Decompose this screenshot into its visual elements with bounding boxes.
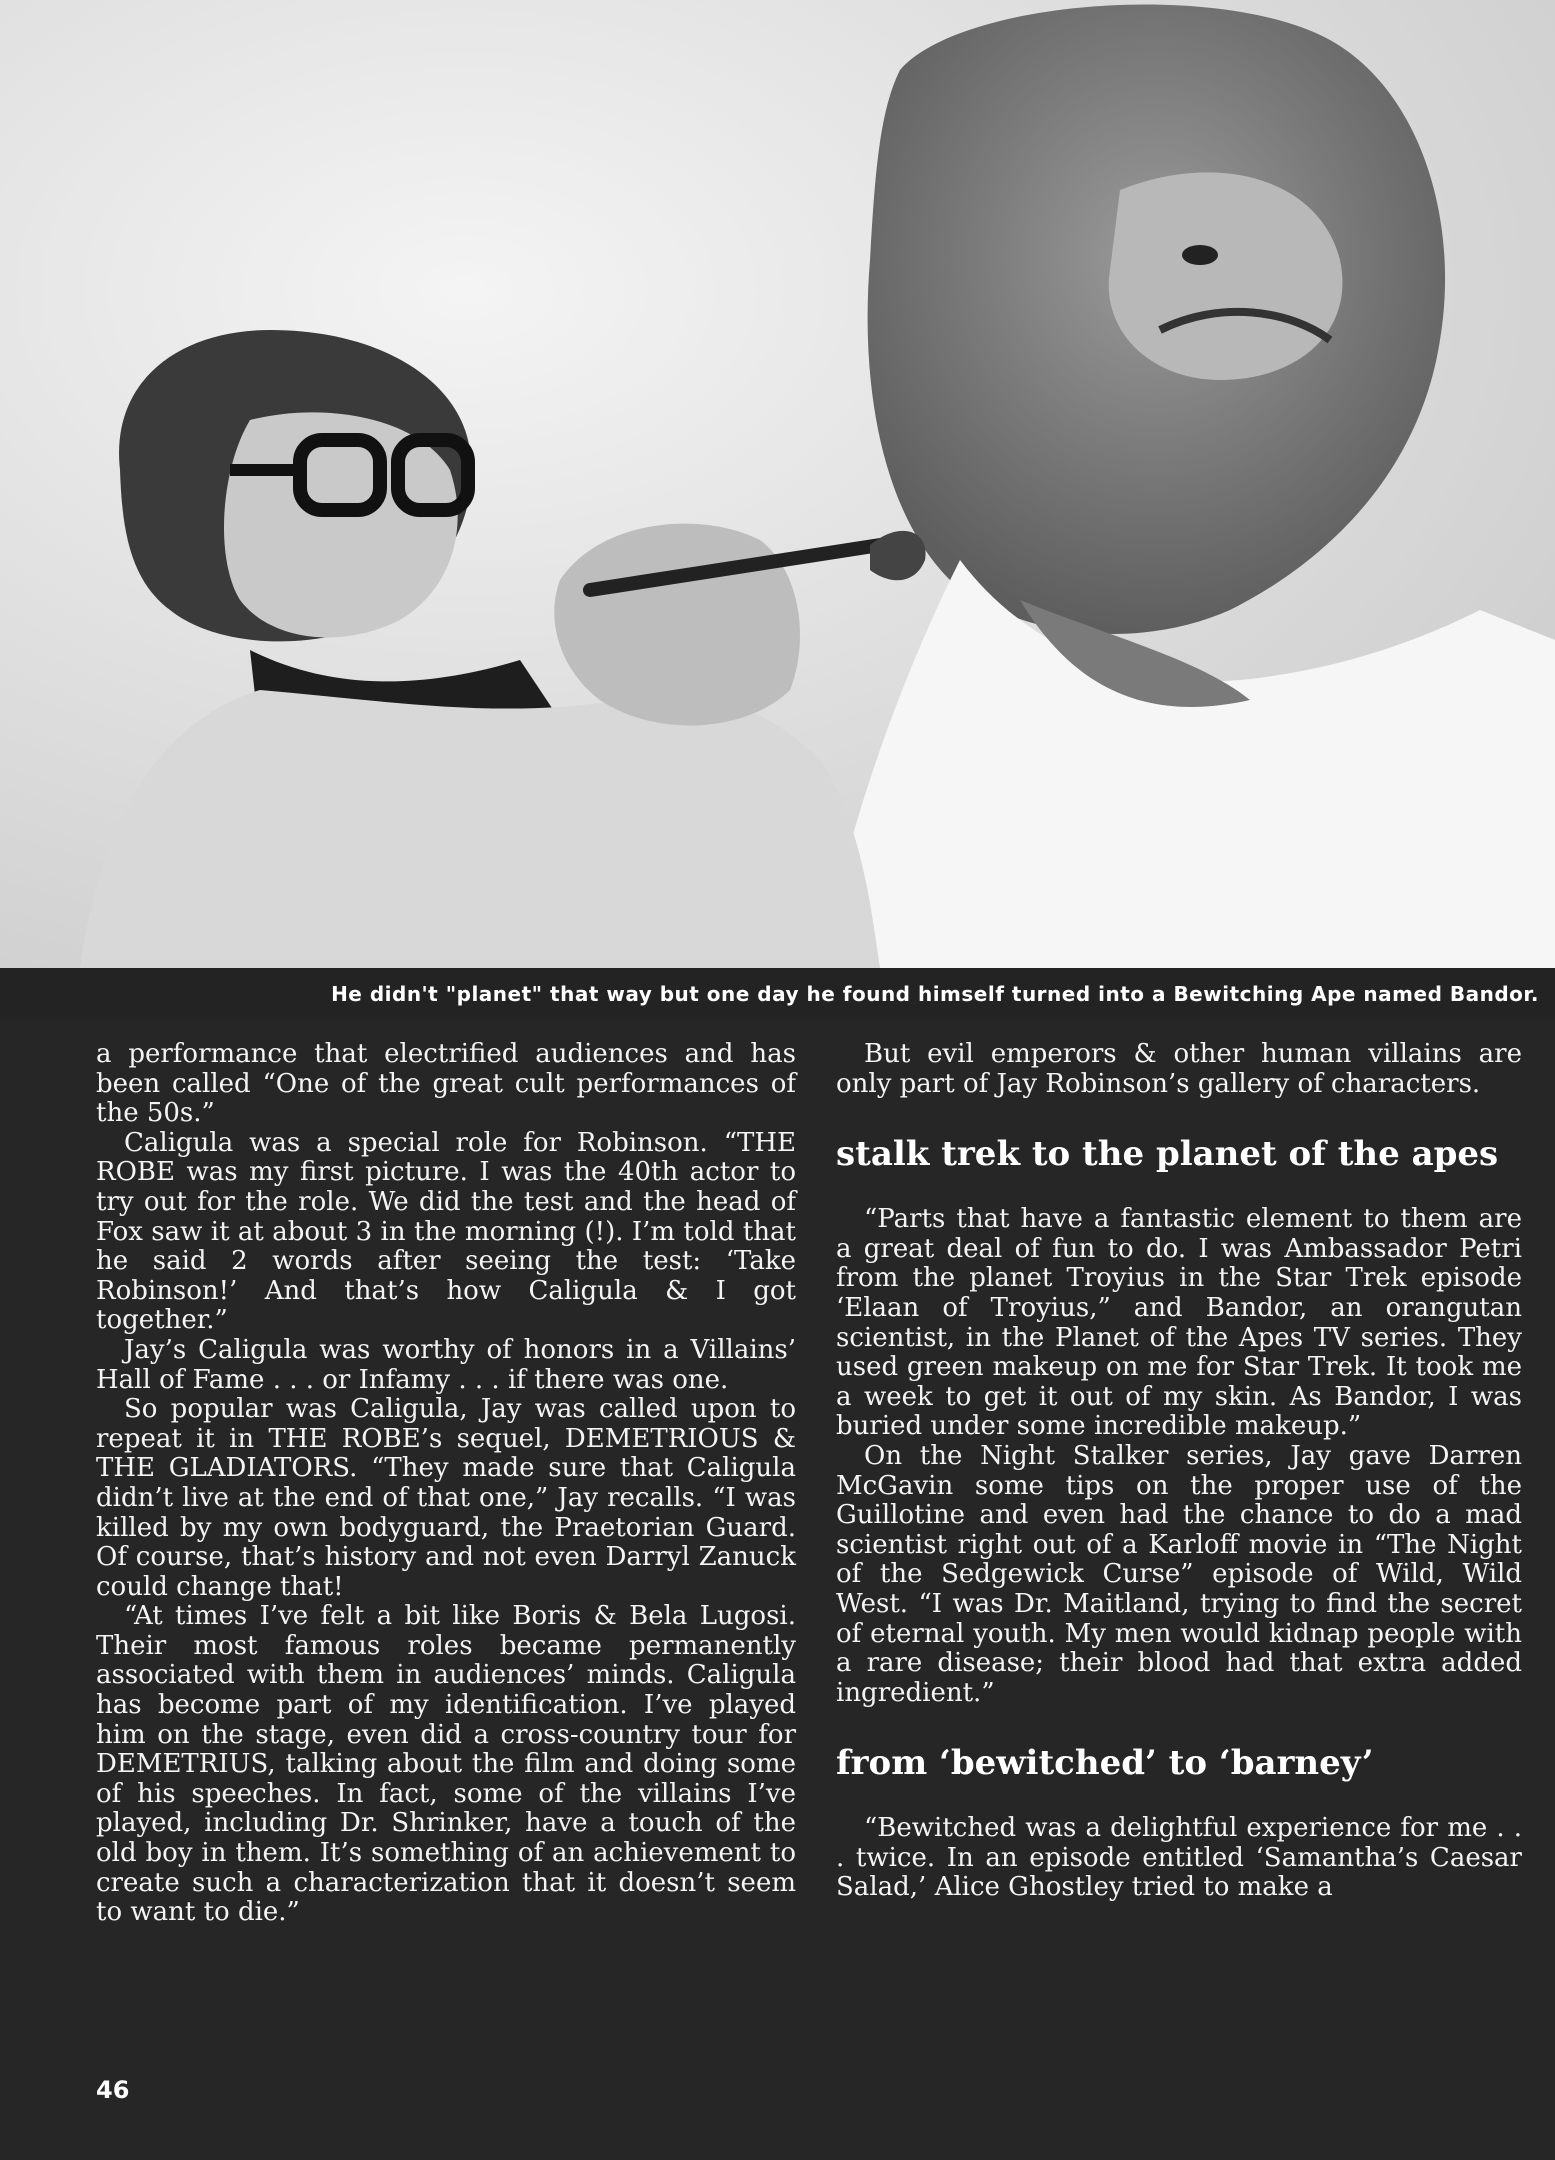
- paragraph: But evil emperors & other human villains are only part of Jay Robinson’s gallery of characters.: [836, 1039, 1522, 1099]
- photo: [0, 0, 1555, 968]
- paragraph: Jay’s Caligula was worthy of honors in a Villains’ Hall of Fame . . . or Infamy . . . if there was one.: [96, 1334, 796, 1395]
- left-column: [96, 1040, 796, 1928]
- photo-caption: He didn't "planet" that way but one day he found himself turned into a Bewitching Ape named Bandor.: [0, 968, 1555, 1020]
- paragraph: a performance that electrified audiences and has been called “One of the great cult performances of the 50s.”: [96, 1039, 796, 1129]
- paragraph: Caligula was a special role for Robinson. “THE ROBE was my first picture. I was the 40th actor to try out for the role. We did the test and the head of Fox saw it at about 3 in the morning (!). I’m told that he said 2 words after seeing the test: ‘Take Robinson!’ And that’s how Caligula & I got together.”: [96, 1127, 796, 1336]
- paragraph: “Parts that have a fantastic element to them are a great deal of fun to do. I was Ambassador Petri from the planet Troyius in the Star Trek episode ‘Elaan of Troyius,” and Bandor, an orangutan scientist, in the Planet of the Apes TV series. They used green makeup on me for Star Trek. It took me a week to get it out of my skin. As Bandor, I was buried under some incredible makeup.”: [836, 1204, 1522, 1442]
- paragraph: On the Night Stalker series, Jay gave Darren McGavin some tips on the proper use of the Guillotine and even had the chance to do a mad scientist right out of a Karloff movie in “The Night of the Sedgewick Curse” episode of Wild, Wild West. “I was Dr. Maitland, trying to find the secret of eternal youth. My men would kidnap people with a rare disease; their blood had that extra added ingredient.”: [836, 1440, 1522, 1708]
- paragraph: “Bewitched was a delightful experience for me . . . twice. In an episode entitled ‘Samantha’s Caesar Salad,’ Alice Ghostley tried to make a: [836, 1813, 1522, 1903]
- page-number: 46: [96, 2076, 130, 2104]
- section-heading: stalk trek to the planet of the apes: [836, 1134, 1499, 1175]
- paragraph: So popular was Caligula, Jay was called upon to repeat it in THE ROBE’s sequel, DEMETRIOUS & THE GLADIATORS. “They made sure that Caligula didn’t live at the end of that one,” Jay recalls. “I was killed by my own bodyguard, the Praetorian Guard. Of course, that’s history and not even Darryl Zanuck could change that!: [96, 1394, 796, 1602]
- section-heading: from ‘bewitched’ to ‘barney’: [836, 1743, 1374, 1784]
- paragraph: “At times I’ve felt a bit like Boris & Bela Lugosi. Their most famous roles became permanently associated with them in audiences’ minds. Caligula has become part of my identification. I’ve played him on the stage, even did a cross-country tour for DEMETRIUS, talking about the film and doing some of his speeches. In fact, some of the villains I’ve played, including Dr. Shrinker, have a touch of the old boy in them. It’s something of an achievement to create such a characterization that it doesn’t seem to want to die.”: [96, 1601, 796, 1928]
- right-column: [836, 1040, 1522, 1903]
- photo-illustration: [0, 0, 1555, 968]
